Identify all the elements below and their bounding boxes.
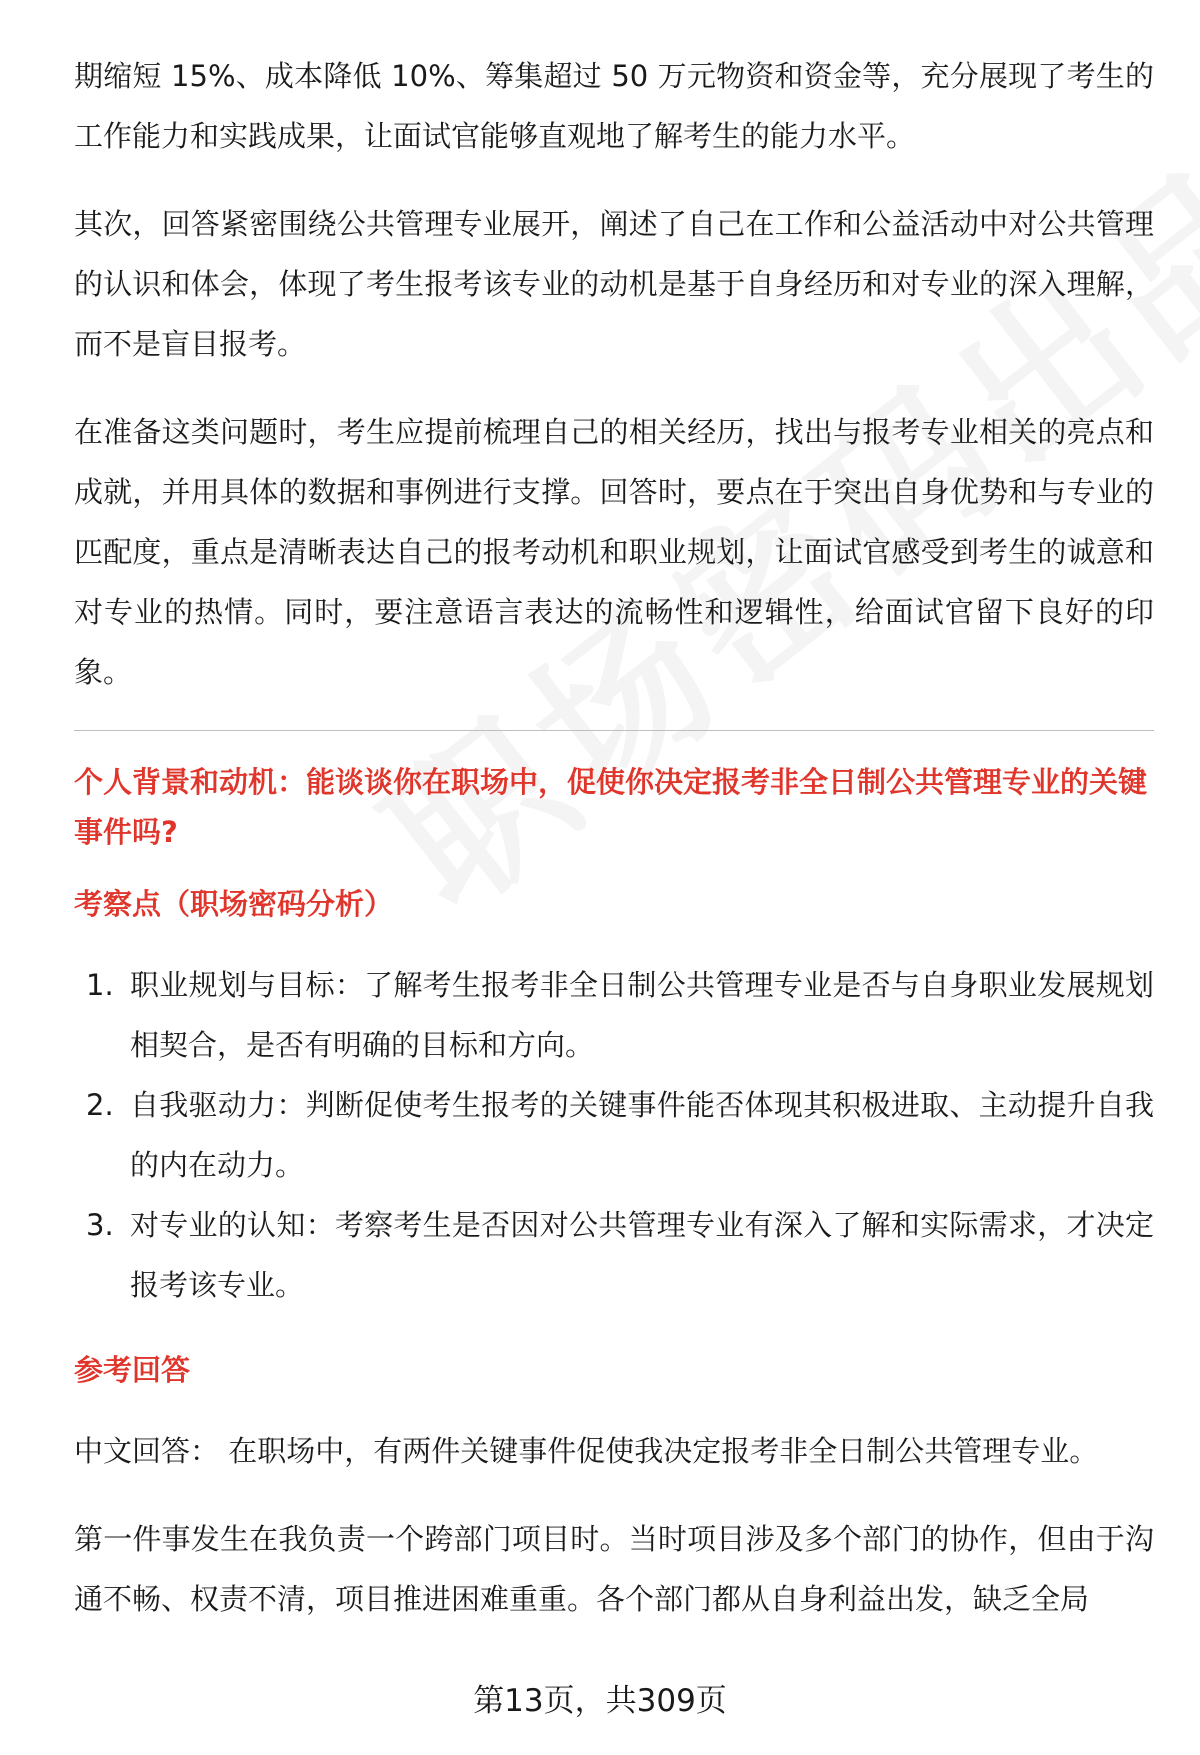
paragraph: 中文回答： 在职场中，有两件关键事件促使我决定报考非全日制公共管理专业。 [74, 1434, 1099, 1468]
question-heading: 个人背景和动机：能谈谈你在职场中，促使你决定报考非全日制公共管理专业的关键事件吗? [74, 765, 1148, 849]
focus-heading: 考察点（职场密码分析） [74, 887, 394, 921]
list-item-text: 对专业的认知：考察考生是否因对公共管理专业有深入了解和实际需求，才决定报考该专业。 [130, 1208, 1154, 1302]
list-item-text: 自我驱动力：判断促使考生报考的关键事件能否体现其积极进取、主动提升自我的内在动力。 [130, 1088, 1154, 1182]
section-divider [74, 730, 1154, 731]
list-item [74, 1195, 1154, 1315]
focus-points-list [74, 955, 1154, 1315]
paragraph: 第一件事发生在我负责一个跨部门项目时。当时项目涉及多个部门的协作，但由于沟通不畅、权责不清，项目推进困难重重。各个部门都从自身利益出发，缺乏全局 [74, 1522, 1154, 1616]
list-number: 1. [86, 968, 114, 1002]
paragraph: 其次，回答紧密围绕公共管理专业展开，阐述了自己在工作和公益活动中对公共管理的认识和体会，体现了考生报考该专业的动机是基于自身经历和对专业的深入理解，而不是盲目报考。 [74, 207, 1154, 361]
document-page [74, 46, 1154, 1657]
list-number: 2. [86, 1088, 114, 1122]
list-number: 3. [86, 1208, 114, 1242]
paragraph: 期缩短 15%、成本降低 10%、筹集超过 50 万元物资和资金等，充分展现了考生的工作能力和实践成果，让面试官能够直观地了解考生的能力水平。 [74, 59, 1154, 153]
list-item [74, 955, 1154, 1075]
answer-heading: 参考回答 [74, 1353, 191, 1387]
list-item-text: 职业规划与目标：了解考生报考非全日制公共管理专业是否与自身职业发展规划相契合，是否有明确的目标和方向。 [130, 968, 1154, 1062]
paragraph: 在准备这类问题时，考生应提前梳理自己的相关经历，找出与报考专业相关的亮点和成就，并用具体的数据和事例进行支撑。回答时，要点在于突出自身优势和与专业的匹配度，重点是清晰表达自己的报考动机和职业规划，让面试官感受到考生的诚意和对专业的热情。同时，要注意语言表达的流畅性和逻辑性，给面试官留下良好的印象。 [74, 415, 1154, 689]
list-item [74, 1075, 1154, 1195]
page-footer: 第13页，共309页 [473, 1683, 727, 1719]
